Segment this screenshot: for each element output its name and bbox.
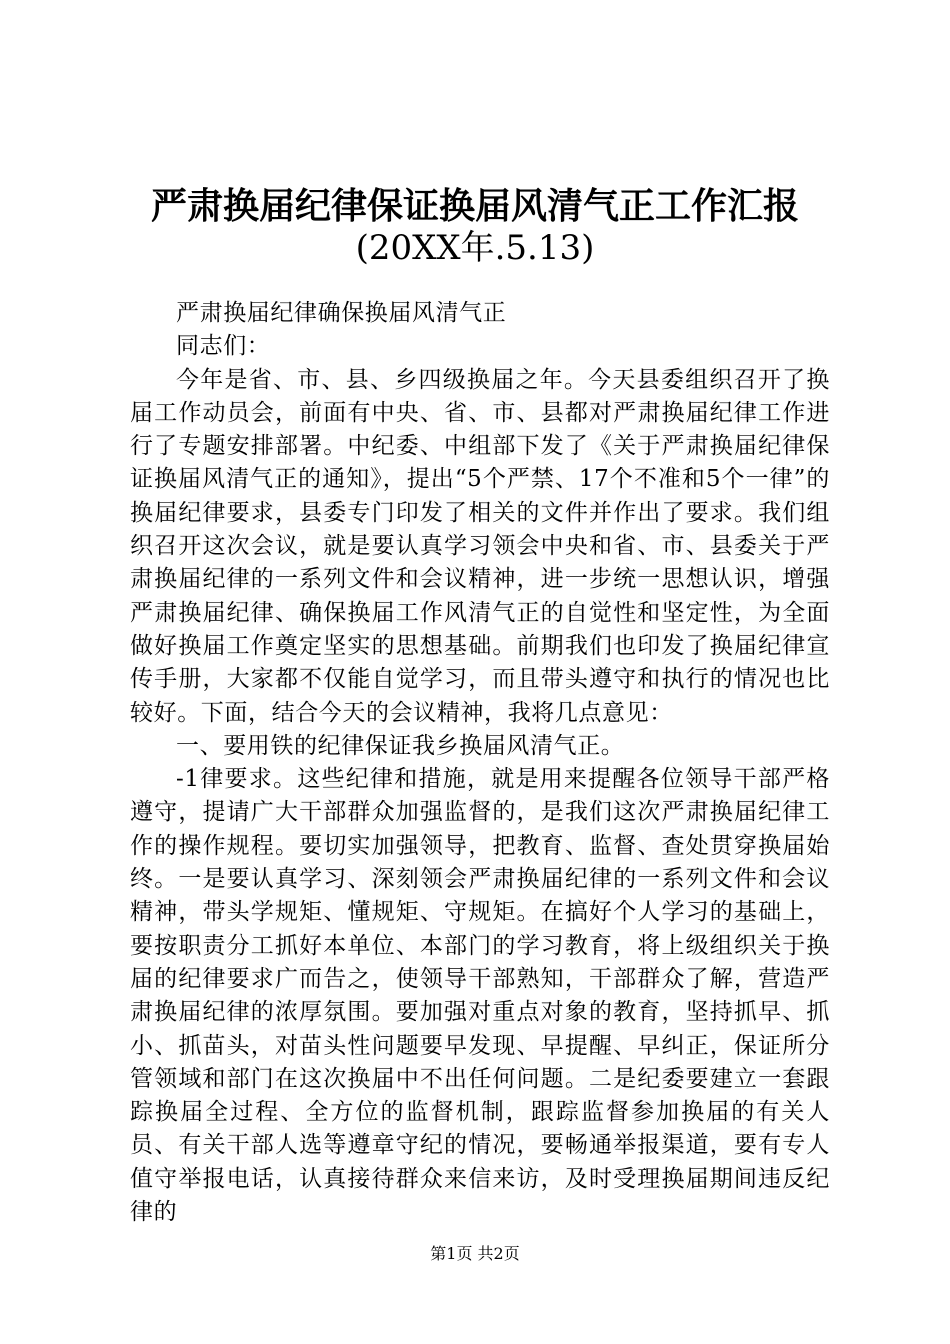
body-paragraph: -1律要求。这些纪律和措施，就是用来提醒各位领导干部严格遵守，提请广大干部群众加强监督的，是我们这次严肃换届纪律工作的操作规程。要切实加强领导，把教育、监督、查处贯穿换届始终。一是要认真学习、深刻领会严肃换届纪律的一系列文件和会议精神，带头学规矩、懂规矩、守规矩。在搞好个人学习的基础上，要按职责分工抓好本单位、本部门的学习教育，将上级组织关于换届的纪律要求广而告之，使领导干部熟知，干部群众了解，营造严肃换届纪律的浓厚氛围。要加强对重点对象的教育，坚持抓早、抓小、抓苗头，对苗头性问题要早发现、早提醒、早纠正，保证所分管领域和部门在这次换届中不出任何问题。二是纪委要建立一套跟踪换届全过程、全方位的监督机制，跟踪监督参加换届的有关人员、有关干部人选等遵章守纪的情况，要畅通举报渠道，要有专人值守举报电话，认真接待群众来信来访，及时受理换届期间违反纪律的 xyxy=(130,766,830,1226)
subtitle-paragraph: 严肃换届纪律确保换届风清气正 xyxy=(176,300,507,326)
body-paragraph: 今年是省、市、县、乡四级换届之年。今天县委组织召开了换届工作动员会，前面有中央、省、市、县都对严肃换届纪律工作进行了专题安排部署。中纪委、中组部下发了《关于严肃换届纪律保证换届风清气正的通知》，提出“5个严禁、17个不准和5个一律”的换届纪律要求，县委专门印发了相关的文件并作出了要求。我们组织召开这次会议，就是要认真学习领会中央和省、市、县委关于严肃换届纪律的一系列文件和会议精神，进一步统一思想认识，增强严肃换届纪律、确保换届工作风清气正的自觉性和坚定性，为全面做好换届工作奠定坚实的思想基础。前期我们也印发了换届纪律宣传手册，大家都不仅能自觉学习，而且带头遵守和执行的情况也比较好。下面，结合今天的会议精神，我将几点意见： xyxy=(130,366,830,726)
section-heading: 一、要用铁的纪律保证我乡换届风清气正。 xyxy=(176,732,625,759)
page-footer: 第1页 共2页 xyxy=(430,1244,520,1263)
document-title: 严肃换届纪律保证换届风清气正工作汇报 xyxy=(150,185,799,227)
salutation-paragraph: 同志们： xyxy=(176,333,271,360)
document-body xyxy=(130,297,830,1229)
document-date: (20XX年.5.13) xyxy=(355,228,595,268)
